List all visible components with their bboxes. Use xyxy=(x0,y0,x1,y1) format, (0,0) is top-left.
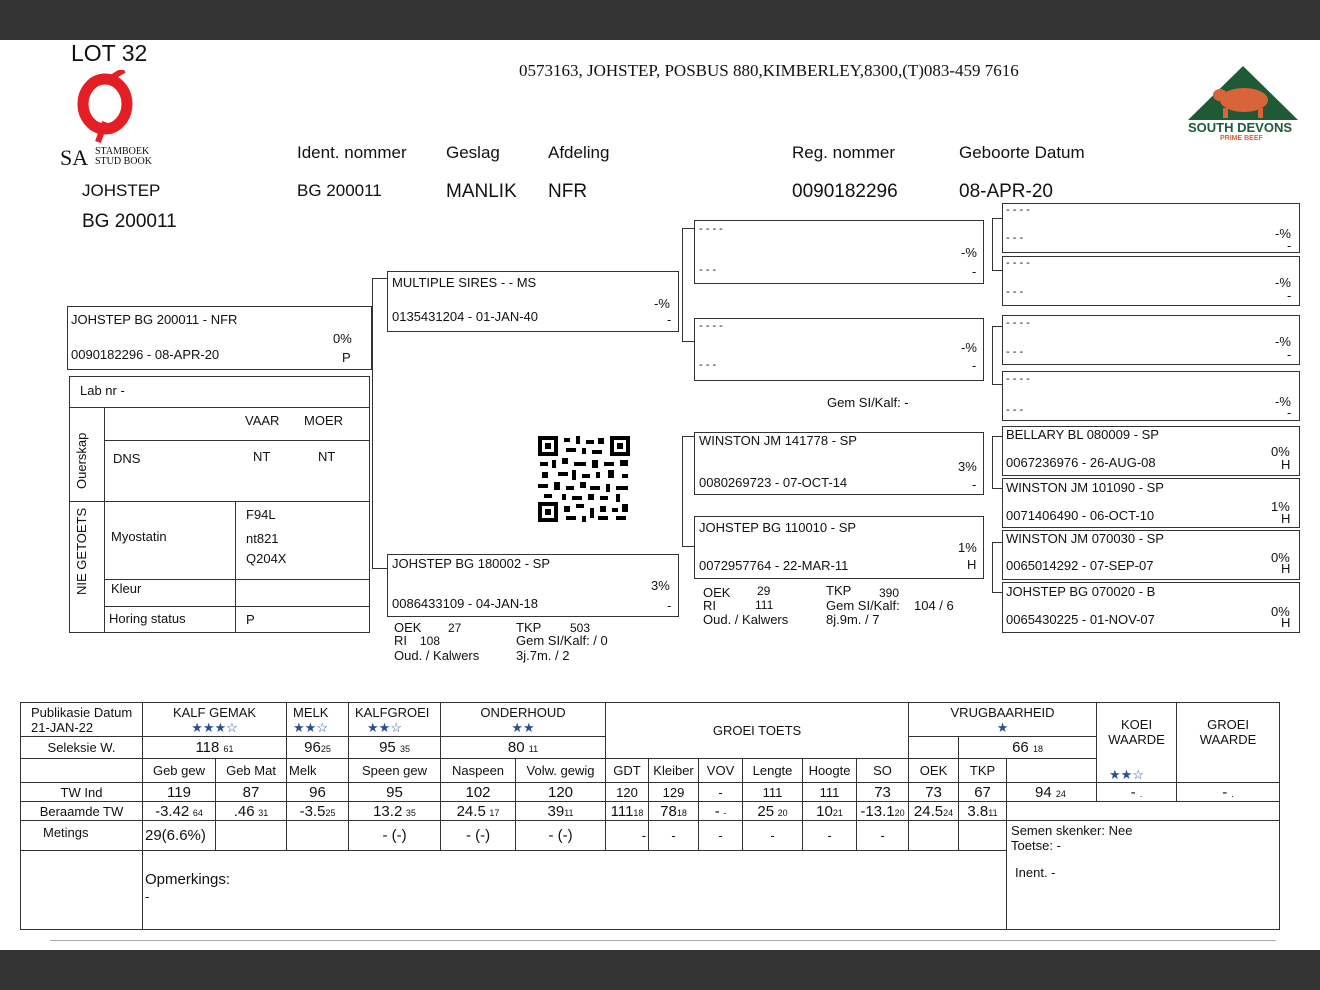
vrug-header xyxy=(909,703,1097,737)
dam-oud: Oud. / Kalwers xyxy=(394,648,480,663)
pedigree-line xyxy=(992,542,993,592)
gg1-line1: - - - - xyxy=(1006,204,1030,216)
kalfgemak-header xyxy=(143,703,287,737)
opmerkings-cell xyxy=(143,851,1007,930)
inent: Inent. - xyxy=(1015,865,1056,880)
btw-value: 25 20 xyxy=(743,802,803,821)
sa-studbook-logo xyxy=(58,70,168,170)
pub-cell xyxy=(21,703,143,737)
dns-vaar: NT xyxy=(253,449,271,464)
dam-pct: 3% xyxy=(651,578,670,593)
met-value xyxy=(287,821,349,851)
groei-tw: - . xyxy=(1097,783,1177,802)
pedigree-line xyxy=(682,546,694,547)
gg2-line1: - - - - xyxy=(1006,257,1030,269)
col-hoogte: Hoogte xyxy=(803,759,857,783)
pedigree-line xyxy=(992,488,1002,489)
dam-ri: 108 xyxy=(420,634,441,648)
sel-kalfgemak: 118 61 xyxy=(143,737,287,759)
dam-line1: JOHSTEP BG 180002 - SP xyxy=(392,556,550,571)
pedigree-line xyxy=(992,326,993,384)
gg3-line2: - - - xyxy=(1006,346,1024,358)
dd-tkp: 390 xyxy=(879,586,900,600)
tw-value: - xyxy=(699,783,743,802)
dd-gem: 104 / 6 xyxy=(914,598,954,613)
dd-pct: 1% xyxy=(958,540,977,555)
met-value: - xyxy=(606,821,649,851)
gg7-line2: 0065014292 - 07-SEP-07 xyxy=(1006,558,1154,573)
met-value: - xyxy=(857,821,909,851)
gg4-box xyxy=(1002,371,1300,421)
btw-value: 24.524 xyxy=(909,802,959,821)
label-afdeling: Afdeling xyxy=(548,143,610,162)
myostatin-q204x: Q204X xyxy=(246,551,287,566)
sire-code: - xyxy=(667,312,672,327)
bull-triangle-icon xyxy=(1186,64,1300,122)
btw-value: 3.811 xyxy=(959,802,1007,821)
onderhoud-header xyxy=(441,703,606,737)
gg5-pct: 0% xyxy=(1271,444,1290,459)
sire-sire-box xyxy=(694,220,984,284)
gg7-line1: WINSTON JM 070030 - SP xyxy=(1006,531,1164,546)
lab-box xyxy=(69,376,370,633)
col-geb-gew: Geb gew xyxy=(143,759,216,783)
gg7-box xyxy=(1002,530,1300,580)
pedigree-line xyxy=(992,218,993,270)
tw-value: 102 xyxy=(441,783,516,802)
beraamde-tw-row xyxy=(21,802,1280,821)
pedigree-line xyxy=(682,436,694,437)
gg6-code: H xyxy=(1281,511,1291,526)
sel-melk: 9625 xyxy=(287,737,349,759)
dd-line1: JOHSTEP BG 110010 - SP xyxy=(699,520,857,535)
blank-cell xyxy=(1177,802,1280,821)
sd-code: - xyxy=(972,358,977,373)
pub-date: 21-JAN-22 xyxy=(31,719,94,735)
animal-name: JOHSTEP xyxy=(82,181,161,200)
ouerskap-label: Ouerskap xyxy=(74,432,89,489)
animal-code: P xyxy=(342,350,351,365)
gg3-box xyxy=(1002,315,1300,365)
lab-nr: Lab nr - xyxy=(80,383,125,398)
dd-oud: Oud. / Kalwers xyxy=(703,612,789,627)
btw-value: .46 31 xyxy=(216,802,287,821)
animal-line1: JOHSTEP BG 200011 - NFR xyxy=(71,312,238,327)
tw-value: 73 xyxy=(909,783,959,802)
dam-box xyxy=(387,554,679,617)
ss-line1: - - - - xyxy=(699,223,723,235)
gg2-code: - xyxy=(1287,288,1292,303)
pedigree-line xyxy=(992,326,1002,327)
col-oek: OEK xyxy=(909,759,959,783)
dd-tkp-label: TKP xyxy=(826,583,852,598)
blank-cell xyxy=(21,759,143,783)
met-value: - xyxy=(803,821,857,851)
tw-label: TW Ind xyxy=(21,783,143,802)
sel-so xyxy=(909,737,959,759)
pedigree-line xyxy=(682,436,683,546)
gg7-code: H xyxy=(1281,561,1291,576)
kalfgroei-header xyxy=(349,703,441,737)
tw-value: 120 xyxy=(606,783,649,802)
gg2-box xyxy=(1002,256,1300,306)
label-geslag: Geslag xyxy=(446,143,500,162)
ss-line2: - - - xyxy=(699,264,717,276)
kalfgemak-stars-icon: ★★★☆ xyxy=(191,719,238,735)
groeitoets-header: GROEI TOETS xyxy=(606,703,909,759)
col-so: SO xyxy=(857,759,909,783)
dam-sire-box xyxy=(694,432,984,495)
qr-code-icon xyxy=(538,436,630,522)
tw-ind-row xyxy=(21,783,1280,802)
dam-ri-label: RI xyxy=(394,633,407,648)
groei-header: GROEI WAARDE xyxy=(1177,703,1280,783)
gg7-pct: 0% xyxy=(1271,550,1290,565)
tw-value: 95 xyxy=(349,783,441,802)
col-lengte: Lengte xyxy=(743,759,803,783)
vrug-stars-icon: ★ xyxy=(996,719,1009,735)
nie-getoets-label: NIE GETOETS xyxy=(74,507,89,595)
kleur-label: Kleur xyxy=(111,581,142,596)
met-value: - (-) xyxy=(516,821,606,851)
metings-row xyxy=(21,821,1280,851)
sire-line1: MULTIPLE SIRES - - MS xyxy=(392,275,537,290)
prod-tw: - . xyxy=(1177,783,1280,802)
gg1-code: - xyxy=(1287,238,1292,253)
tw-value: 120 xyxy=(516,783,606,802)
footer-divider xyxy=(50,940,1276,941)
studbook-symbol-icon xyxy=(58,70,168,145)
semen-cell xyxy=(1007,821,1280,930)
melk-header xyxy=(287,703,349,737)
sa-logo-line1: STAMBOEK xyxy=(95,146,150,157)
onderhoud-label: ONDERHOUD xyxy=(480,704,566,720)
pedigree-line xyxy=(372,568,387,569)
pedigree-line xyxy=(992,384,1002,385)
ds-line1: WINSTON JM 141778 - SP xyxy=(699,433,857,448)
met-value: 29(6.6%) xyxy=(143,821,216,851)
gg5-line1: BELLARY BL 080009 - SP xyxy=(1006,427,1159,442)
btw-label: Beraamde TW xyxy=(21,802,143,821)
pedigree-line xyxy=(682,228,683,341)
pub-label: Publikasie Datum xyxy=(31,704,133,720)
sd-line1: - - - - xyxy=(699,320,723,332)
sd-logo-line1: SOUTH DEVONS xyxy=(1188,120,1293,135)
btw-value: 1021 xyxy=(803,802,857,821)
dam-oek-label: OEK xyxy=(394,620,422,635)
col-melk: Melk xyxy=(287,759,349,783)
pedigree-line xyxy=(372,278,387,279)
gg5-box xyxy=(1002,426,1300,476)
gg5-line2: 0067236976 - 26-AUG-08 xyxy=(1006,455,1156,470)
tw-value: 129 xyxy=(649,783,699,802)
dam-oek: 27 xyxy=(448,621,462,635)
dd-ri: 111 xyxy=(755,598,774,612)
myostatin-label: Myostatin xyxy=(111,529,167,544)
gg6-line2: 0071406490 - 06-OCT-10 xyxy=(1006,508,1155,523)
sire-line2: 0135431204 - 01-JAN-40 xyxy=(392,309,538,324)
col-tkp: TKP xyxy=(959,759,1007,783)
col-vov: VOV xyxy=(699,759,743,783)
vaar-label: VAAR xyxy=(245,413,280,428)
moer-label: MOER xyxy=(304,413,343,428)
dns-label: DNS xyxy=(113,451,141,466)
ds-line2: 0080269723 - 07-OCT-14 xyxy=(699,475,848,490)
btw-value: -3.42 64 xyxy=(143,802,216,821)
met-value xyxy=(216,821,287,851)
pedigree-line xyxy=(372,278,373,568)
gg2-line2: - - - xyxy=(1006,286,1024,298)
ds-code: - xyxy=(972,477,977,492)
label-reg: Reg. nommer xyxy=(792,143,895,162)
sd-logo-line2: PRIME BEEF xyxy=(1220,135,1263,142)
ds-pct: 3% xyxy=(958,459,977,474)
met-value: - xyxy=(649,821,699,851)
tw-value: 119 xyxy=(143,783,216,802)
col-speen-gew: Speen gew xyxy=(349,759,441,783)
sel-kalfgroei: 95 35 xyxy=(349,737,441,759)
gg3-line1: - - - - xyxy=(1006,317,1030,329)
pedigree-line xyxy=(992,218,1002,219)
gg3-pct: -% xyxy=(1275,334,1291,349)
koei-tw: 94 24 xyxy=(1007,783,1097,802)
gg3-code: - xyxy=(1287,347,1292,362)
horing-label: Horing status xyxy=(109,611,186,626)
kalfgroei-label: KALFGROEI xyxy=(355,704,430,720)
gg5-code: H xyxy=(1281,457,1291,472)
col-kleiber: Kleiber xyxy=(649,759,699,783)
dd-code: H xyxy=(967,557,977,572)
gg6-line1: WINSTON JM 101090 - SP xyxy=(1006,480,1164,495)
metings-label: Metings xyxy=(21,821,143,851)
col-volw-gewig: Volw. gewig xyxy=(516,759,606,783)
melk-label: MELK xyxy=(293,704,329,720)
semen-skenker: Semen skenker: Nee xyxy=(1011,823,1133,838)
myostatin-f94l: F94L xyxy=(246,507,276,522)
dam-tkp: 503 xyxy=(570,621,591,635)
dam-code: - xyxy=(667,598,672,613)
btw-value: -3.525 xyxy=(287,802,349,821)
ident-value: BG 200011 xyxy=(297,181,382,200)
dd-gem-label: Gem SI/Kalf: xyxy=(826,598,900,613)
afdeling-value: NFR xyxy=(548,181,588,202)
kalfgroei-stars-icon: ★★☆ xyxy=(367,719,402,735)
top-bar xyxy=(0,0,1320,40)
gg6-pct: 1% xyxy=(1271,499,1290,514)
vrug-label: VRUGBAARHEID xyxy=(950,704,1055,720)
onderhoud-stars-icon: ★★ xyxy=(511,719,535,735)
dam-gem: Gem SI/Kalf: / 0 xyxy=(516,633,608,648)
animal-line2: 0090182296 - 08-APR-20 xyxy=(71,347,220,362)
met-value: - (-) xyxy=(441,821,516,851)
col-gdt: GDT xyxy=(606,759,649,783)
btw-value: 3911 xyxy=(516,802,606,821)
seleksie-label: Seleksie W. xyxy=(21,737,143,759)
col-naspeen: Naspeen xyxy=(441,759,516,783)
gg4-code: - xyxy=(1287,405,1292,420)
dam-dam-box xyxy=(694,516,984,579)
sa-logo-text: SA xyxy=(60,145,89,170)
gg8-box xyxy=(1002,582,1300,633)
sire-gem-si: Gem SI/Kalf: - xyxy=(827,395,909,410)
pedigree-line xyxy=(682,228,694,229)
geslag-value: MANLIK xyxy=(446,181,517,202)
gg4-line2: - - - xyxy=(1006,404,1024,416)
gg8-line1: JOHSTEP BG 070020 - B xyxy=(1006,584,1156,599)
gg8-code: H xyxy=(1281,615,1291,630)
dd-oek: 29 xyxy=(757,584,771,598)
koei-header xyxy=(1097,703,1177,783)
performance-table xyxy=(20,702,1280,930)
btw-value: -13.120 xyxy=(857,802,909,821)
sire-pct: -% xyxy=(654,296,670,311)
pedigree-line xyxy=(992,436,1002,437)
dam-tkp-label: TKP xyxy=(516,620,542,635)
gg2-pct: -% xyxy=(1275,275,1291,290)
opmerkings-label: Opmerkings: xyxy=(145,871,231,888)
pedigree-line xyxy=(992,270,1002,271)
met-value xyxy=(909,821,959,851)
ss-code: - xyxy=(972,264,977,279)
opmerkings-value: - xyxy=(145,889,150,904)
gg6-box xyxy=(1002,478,1300,528)
dam-tkp2: 3j.7m. / 2 xyxy=(516,648,570,663)
sd-line2: - - - xyxy=(699,359,717,371)
met-value: - (-) xyxy=(349,821,441,851)
breeder-line: 0573163, JOHSTEP, POSBUS 880,KIMBERLEY,8300,(T)083-459 7616 xyxy=(519,61,1019,80)
pedigree-line xyxy=(992,592,1002,593)
koei-stars-icon: ★★☆ xyxy=(1109,767,1144,782)
gg8-pct: 0% xyxy=(1271,604,1290,619)
horing-value: P xyxy=(246,612,255,627)
tw-value: 96 xyxy=(287,783,349,802)
btw-value: - - xyxy=(699,802,743,821)
pedigree-line xyxy=(992,542,1002,543)
dns-moer: NT xyxy=(318,449,336,464)
btw-value: 11118 xyxy=(606,802,649,821)
blank-cell xyxy=(1007,802,1097,821)
sel-onderhoud: 80 11 xyxy=(441,737,606,759)
dd-oek-label: OEK xyxy=(703,585,731,600)
label-geboorte: Geboorte Datum xyxy=(959,143,1085,162)
dd-ri-label: RI xyxy=(703,598,716,613)
sa-logo-line2: STUD BOOK xyxy=(95,156,152,167)
melk-stars-icon: ★★☆ xyxy=(293,719,328,735)
met-value: - xyxy=(699,821,743,851)
btw-value: 24.5 17 xyxy=(441,802,516,821)
sire-dam-box xyxy=(694,318,984,381)
blank-cell xyxy=(21,851,143,930)
btw-value: 13.2 35 xyxy=(349,802,441,821)
gg1-line2: - - - xyxy=(1006,232,1024,244)
koei-label: KOEI WAARDE xyxy=(1108,717,1165,747)
met-value xyxy=(959,821,1007,851)
south-devons-logo xyxy=(1186,64,1300,144)
blank-cell xyxy=(1097,802,1177,821)
tw-value: 111 xyxy=(743,783,803,802)
pedigree-line xyxy=(992,436,993,488)
kalfgemak-label: KALF GEMAK xyxy=(172,704,257,720)
tw-value: 111 xyxy=(803,783,857,802)
column-header-row xyxy=(21,759,1280,783)
gg8-line2: 0065430225 - 01-NOV-07 xyxy=(1006,612,1155,627)
dd-tkp2: 8j.9m. / 7 xyxy=(826,612,880,627)
sd-pct: -% xyxy=(961,340,977,355)
geboorte-value: 08-APR-20 xyxy=(959,181,1053,202)
tw-value: 67 xyxy=(959,783,1007,802)
bottom-bar xyxy=(0,950,1320,990)
dd-line2: 0072957764 - 22-MAR-11 xyxy=(699,558,849,573)
label-ident: Ident. nommer xyxy=(297,143,407,162)
gg4-pct: -% xyxy=(1275,394,1291,409)
gg1-box xyxy=(1002,203,1300,253)
gg4-line1: - - - - xyxy=(1006,373,1030,385)
animal-ident-big: BG 200011 xyxy=(82,211,177,232)
pedigree-line xyxy=(682,341,694,342)
sel-vrug: 66 18 xyxy=(959,737,1097,759)
animal-pct: 0% xyxy=(333,331,352,346)
ss-pct: -% xyxy=(961,245,977,260)
myostatin-nt821: nt821 xyxy=(246,531,279,546)
dam-line2: 0086433109 - 04-JAN-18 xyxy=(392,596,538,611)
tw-value: 87 xyxy=(216,783,287,802)
reg-value: 0090182296 xyxy=(792,181,898,202)
tw-value: 73 xyxy=(857,783,909,802)
sire-box xyxy=(387,271,679,332)
btw-value: 7818 xyxy=(649,802,699,821)
animal-box xyxy=(67,306,372,370)
met-value: - xyxy=(743,821,803,851)
col-geb-mat: Geb Mat xyxy=(216,759,287,783)
toetse: Toetse: - xyxy=(1011,838,1061,853)
gg1-pct: -% xyxy=(1275,226,1291,241)
lot-number: LOT 32 xyxy=(71,40,148,66)
